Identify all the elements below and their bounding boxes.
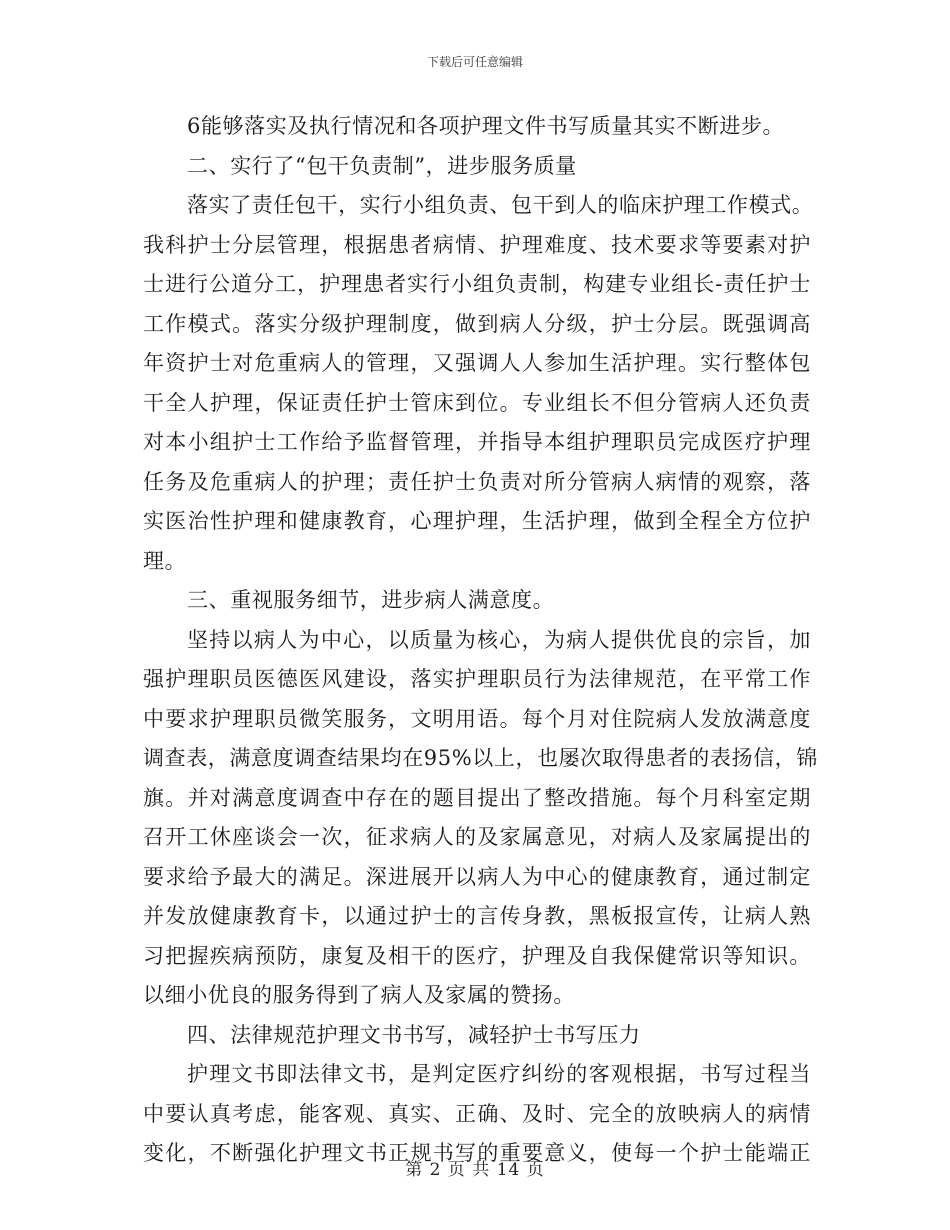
text-line: 以细小优良的服务得到了病人及家属的赞扬。 xyxy=(143,983,575,1007)
text-line: 强护理职员医德医风建设，落实护理职员行为法律规范，在平常工作 xyxy=(143,667,811,691)
text-line: 任务及危重病人的护理；责任护士负责对所分管病人病情的观察，落 xyxy=(143,469,811,494)
text-line: 理。 xyxy=(143,548,187,573)
text-line: 干全人护理，保证责任护士管床到位。专业组长不但分管病人还负责 xyxy=(143,390,811,415)
document-body xyxy=(143,107,818,1174)
text-line: 习把握疾病预防，康复及相干的医疗，护理及自我保健常识等知识。 xyxy=(143,943,811,968)
text-line: 年资护士对危重病人的管理，又强调人人参加生活护理。实行整体包 xyxy=(143,351,811,375)
text-line: 士进行公道分工，护理患者实行小组负责制，构建专业组长-责任护士 xyxy=(143,272,811,296)
text-line: 实医治性护理和健康教育，心理护理，生活护理，做到全程全方位护 xyxy=(143,509,811,533)
text-line: 我科护士分层管理，根据患者病情、护理难度、技术要求等要素对护 xyxy=(143,232,811,257)
text-line: 工作模式。落实分级护理制度，做到病人分级，护士分层。既强调高 xyxy=(143,311,811,336)
section-heading: 二、实行了“包干负责制”，进步服务质量 xyxy=(187,153,577,178)
text-line: 调查表，满意度调查结果均在95%以上，也屡次取得患者的表扬信，锦 xyxy=(143,746,818,770)
text-line: 旗。并对满意度调查中存在的题目提出了整改措施。每个月科室定期 xyxy=(143,785,811,810)
section-heading: 四、法律规范护理文书书写，减轻护士书写压力 xyxy=(187,1022,641,1047)
text-line: 坚持以病人为中心，以质量为核心，为病人提供优良的宗旨，加 xyxy=(187,627,811,652)
text-line: 中要认真考虑，能客观、真实、正确、及时、完全的放映病人的病情 xyxy=(143,1101,811,1126)
text-line: 并发放健康教育卡，以通过护士的言传身教，黑板报宣传，让病人熟 xyxy=(143,904,811,928)
text-line: 变化，不断强化护理文书正规书写的重要意义，使每一个护士能端正 xyxy=(143,1141,811,1165)
text-line: 中要求护理职员微笑服务，文明用语。每个月对住院病人发放满意度 xyxy=(143,706,811,731)
text-line: 召开工休座谈会一次，征求病人的及家属意见，对病人及家属提出的 xyxy=(143,825,811,849)
text-line: 护理文书即法律文书，是判定医疗纠纷的客观根据，书写过程当 xyxy=(187,1062,811,1086)
text-line: 落实了责任包干，实行小组负责、包干到人的临床护理工作模式。 xyxy=(187,193,814,217)
page-footer: 第 2 页 共 14 页 xyxy=(405,1160,545,1180)
text-line: 要求给予最大的满足。深进展开以病人为中心的健康教育，通过制定 xyxy=(143,864,811,889)
section-heading: 三、重视服务细节，进步病人满意度。 xyxy=(187,588,555,612)
page-header: 下载后可任意编辑 xyxy=(426,55,523,69)
text-line: 6能够落实及执行情况和各项护理文件书写质量其实不断进步。 xyxy=(187,114,785,138)
text-line: 对本小组护士工作给予监督管理，并指导本组护理职员完成医疗护理 xyxy=(143,430,811,454)
